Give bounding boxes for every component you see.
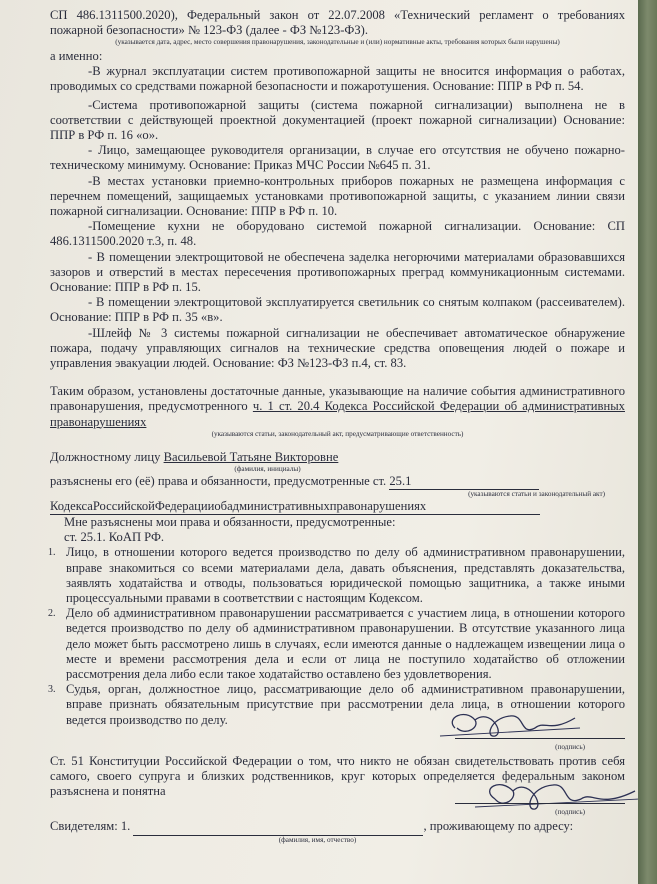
signature-caption-1: (подпись) (555, 742, 585, 751)
violation-4: -В местах установки приемно-контрольных приборов пожарных не размещена информация с перечнем помещений, защищаемых установками противопожарной защиты, с указанием линии связи пожарной сигнализации. Основание: ППР в РФ п. 10. (50, 173, 625, 218)
rights-article: 25.1 (389, 473, 412, 488)
witness-line (50, 819, 625, 835)
violation-2: -Система противопожарной защиты (система пожарной сигнализации) выполнена не в соответствии с действующей проектной документацией (проект пожарной сигнализации) Основание: ППР в РФ п. 16 «о». (50, 97, 625, 142)
rights-line (50, 474, 625, 490)
official-name: Васильевой Татьяне Викторовне (163, 450, 339, 465)
caption-name: (фамилия, инициалы) (234, 465, 301, 474)
constitution-paragraph: Ст. 51 Конституции Российской Федерации о том, что никто не обязан свидетельствовать против себя самого, своего супруга и близких родственников, круг которых определяется федеральным законом разъяснена и понятна (50, 753, 625, 799)
conclusion-paragraph (50, 384, 625, 430)
namely-label: а именно: (50, 48, 103, 63)
list-item: 2. Дело об административном правонарушении рассматривается с участием лица, в отношении которого ведется производство по делу об административном правонарушении. В отсутствие указанного лица дело может быть рассмотрено лишь в случаях, если имеются данные о надлежащем извещении лица о месте и времени рассмотрения дела и если от лица не поступило ходатайство об отложении рассмотрения дела либо если такое ходатайство оставлено без удовлетворения. (48, 606, 625, 681)
code-field (50, 499, 540, 515)
violation-6: - В помещении электрощитовой не обеспечена заделка негорючими материалами образовавшихся зазоров и отверстий в местах пересечения противопожарных преград коммуникационным системами. Основание: ППР в РФ п. 15. (50, 249, 625, 294)
violation-5: -Помещение кухни не оборудовано системой пожарной сигнализации. Основание: СП 486.1311500.2020 т.3, п. 48. (50, 219, 625, 249)
conclusion-text: Таким образом, установлены достаточные данные, указывающие на наличие события административного правонарушения, предусмотренного (50, 384, 625, 414)
background-strip (638, 0, 657, 884)
list-item: 1. Лицо, в отношении которого ведется производство по делу об административном правонарушении, вправе знакомиться со всеми материалами дела, давать объяснения, представлять доказательства, заявлять ходатайства и отводы, пользоваться юридической помощью защитника, а также иными процессуальными правами в соответствии с настоящим Кодексом. (48, 545, 625, 605)
caption-fullname: (фамилия, имя, отчество) (278, 835, 357, 844)
rights-text: разъяснены его (её) права и обязанности, предусмотренные ст. (50, 473, 387, 488)
conclusion-article: ч. 1 ст. 20.4 Кодекса Российской Федерации об административных правонарушениях (50, 399, 625, 429)
signature-caption-2: (подпись) (555, 808, 585, 817)
official-line (50, 450, 625, 465)
caption-violation: (указывается дата, адрес, место совершения правонарушения, законодательные и (или) нормативные акты, требования которых были нарушены) (115, 38, 560, 47)
article-line: ст. 25.1. КоАП РФ. (64, 530, 165, 545)
legal-basis-paragraph: СП 486.1311500.2020), Федеральный закон от 22.07.2008 «Технический регламент о требованиях пожарной безопасности» № 123-ФЗ (далее - ФЗ №123-ФЗ). (50, 8, 625, 38)
list-item: 3. Судья, орган, должностное лицо, рассматривающие дело об административном правонарушении, вправе признать обязательным присутствие при рассмотрении дела лица, в отношении которого ведется производство по делу. (48, 682, 625, 727)
violation-3: - Лицо, замещающее руководителя организации, в случае его отсутствия не обучено пожарно-техническому минимуму. Основание: Приказ МЧС России №645 п. 31. (50, 143, 625, 173)
caption-statute: (указываются статьи и законодательный акт) (468, 490, 605, 499)
witness-name-field (133, 819, 423, 835)
rights-article-field (389, 474, 539, 490)
signature-line-1 (455, 738, 625, 739)
violation-1: -В журнал эксплуатации систем противопожарной защиты не вносится информация о работах, проводимых со средствами пожарной безопасности и пожаротушения. Основание: ППР в РФ п. 54. (50, 64, 625, 94)
official-prefix: Должностному лицу (50, 450, 161, 465)
signature-line-2 (455, 803, 625, 804)
signature-block-1 (50, 728, 625, 754)
code-text: КодексаРоссийскойФедерацииобадминистративныхправонарушениях (50, 498, 427, 513)
explained-line: Мне разъяснены мои права и обязанности, предусмотренные: (64, 514, 396, 529)
witness-label: Свидетелям: 1. (50, 819, 131, 834)
signature-block-2 (50, 799, 625, 819)
caption-articles: (указываются статьи, законодательный акт, предусматривающие ответственность) (211, 429, 464, 438)
document-body (50, 8, 625, 844)
violation-8: -Шлейф № 3 системы пожарной сигнализации не обеспечивает автоматическое обнаружение пожара, подачу управляющих сигналов на технические средства оповещения людей о пожаре и управления эвакуации людей. Основание: ФЗ №123-ФЗ п.4, ст. 83. (50, 325, 625, 370)
violation-7: - В помещении электрощитовой эксплуатируется светильник со снятым колпаком (рассеивателем). Основание: ППР в РФ п. 35 «в». (50, 295, 625, 325)
signature-2 (465, 769, 638, 819)
code-line (50, 499, 625, 515)
witness-address-label: , проживающему по адресу: (423, 819, 574, 834)
